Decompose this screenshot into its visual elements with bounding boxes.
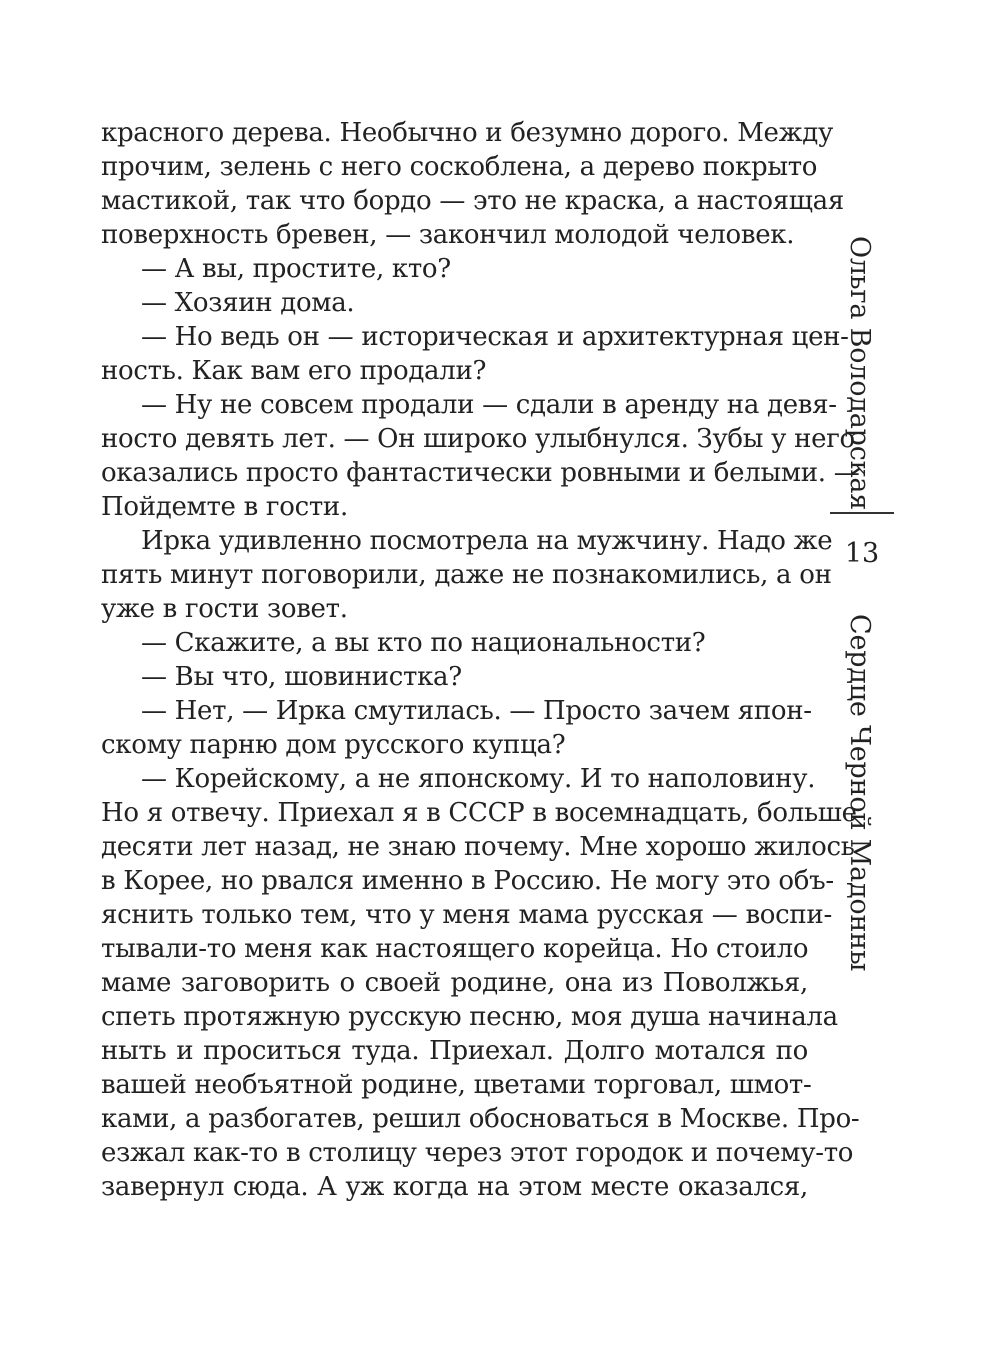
text-line: — Хозяин дома. — [141, 288, 355, 318]
text-line: поверхность бревен, — закончил молодой человек. — [101, 220, 795, 250]
page-number: 13 — [844, 538, 880, 569]
text-line: Пойдемте в гости. — [101, 492, 348, 522]
text-line: — Но ведь он — историческая и архитектурная цен- — [141, 322, 849, 352]
text-line: — Нет, — Ирка смутилась. — Просто зачем япон- — [141, 696, 812, 726]
text-line: пять минут поговорили, даже не познакомились, а он — [101, 560, 832, 590]
text-line: — А вы, простите, кто? — [141, 254, 451, 284]
text-line: прочим, зелень с него соскоблена, а дерево покрыто — [101, 152, 818, 182]
text-line: красного дерева. Необычно и безумно дорого. Между — [101, 118, 833, 148]
text-line: вашей необъятной родине, цветами торговал, шмот- — [101, 1070, 812, 1100]
text-line: мастикой, так что бордо — это не краска, а настоящая — [101, 186, 844, 216]
text-line: — Ну не совсем продали — сдали в аренду на девя- — [141, 390, 837, 420]
text-line: завернул сюда. А уж когда на этом месте оказался, — [101, 1172, 808, 1202]
text-line: десяти лет назад, не знаю почему. Мне хорошо жилось — [101, 832, 855, 862]
text-line: оказались просто фантастически ровными и белыми. — — [101, 458, 860, 488]
text-line: ныть и проситься туда. Приехал. Долго мотался по — [101, 1036, 808, 1066]
text-line: тывали-то меня как настоящего корейца. Но стоило — [101, 934, 809, 964]
text-line: в Корее, но рвался именно в Россию. Не могу это объ- — [101, 866, 834, 896]
divider-rule — [830, 512, 894, 514]
text-line: ками, а разбогатев, решил обосноваться в Москве. Про- — [101, 1104, 860, 1134]
running-head — [826, 236, 898, 976]
text-line: Ирка удивленно посмотрела на мужчину. Надо же — [141, 526, 833, 556]
text-line: — Скажите, а вы кто по национальности? — [141, 628, 706, 658]
text-line: Но я отвечу. Приехал я в СССР в восемнадцать, больше — [101, 798, 857, 828]
author-name: Ольга Володарская — [844, 236, 875, 511]
text-line: ность. Как вам его продали? — [101, 356, 487, 386]
text-line: маме заговорить о своей родине, она из Поволжья, — [101, 968, 808, 998]
text-line: уже в гости зовет. — [101, 594, 348, 624]
text-line: спеть протяжную русскую песню, моя душа начинала — [101, 1002, 838, 1032]
text-line: скому парню дом русского купца? — [101, 730, 566, 760]
book-title: Сердце Черной Мадонны — [844, 614, 875, 972]
text-line: — Корейскому, а не японскому. И то наполовину. — [141, 764, 816, 794]
text-line: носто девять лет. — Он широко улыбнулся. Зубы у него — [101, 424, 855, 454]
text-line: яснить только тем, что у меня мама русская — воспи- — [101, 900, 832, 930]
text-line: — Вы что, шовинистка? — [141, 662, 462, 692]
text-line: езжал как-то в столицу через этот городок и почему-то — [101, 1138, 854, 1168]
